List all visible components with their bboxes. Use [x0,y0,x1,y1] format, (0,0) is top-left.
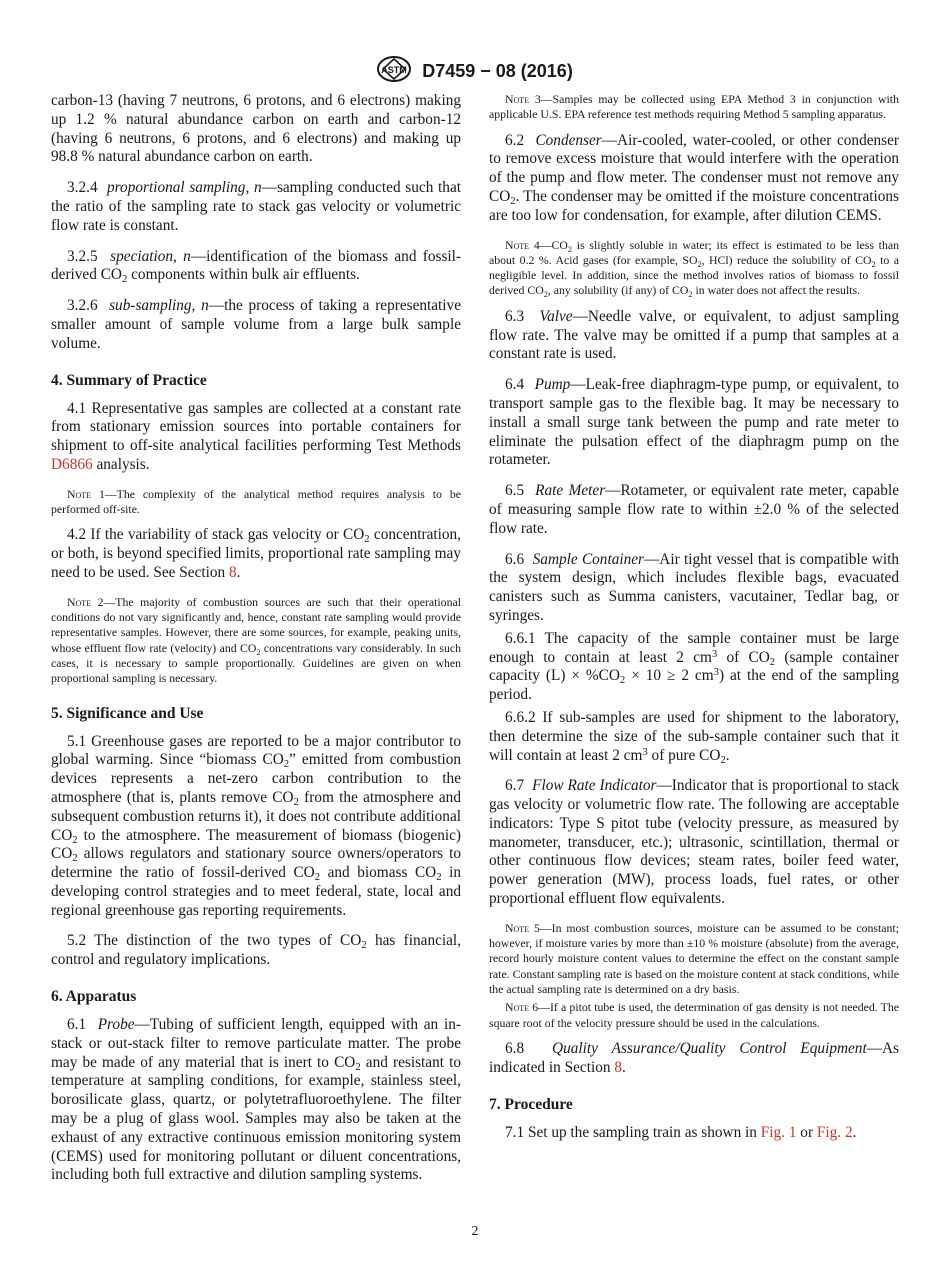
paragraph-4-1: 4.1 Representative gas samples are collected at a constant rate from stationary emission sources into portable containers for shipment to off-site analytical facilities performing Test Methods D6866 analysis. [51,399,461,473]
link-section-8[interactable]: 8 [614,1058,622,1076]
section-5-heading: 5. Significance and Use [51,704,204,722]
paragraph-6-6: 6.6 Sample Container—Air tight vessel that is compatible with the system design, which includes flexible bags, evacuated canisters such as Summa canisters, vacutainer, Tedlar bag, or syringes. [489,550,899,624]
svg-text:ASTM: ASTM [381,65,407,75]
standard-designation: D7459 − 08 (2016) [422,61,573,81]
paragraph-7-1: 7.1 Set up the sampling train as shown in Fig. 1 or Fig. 2. [505,1123,857,1141]
paragraph-6-1: 6.1 Probe—Tubing of sufficient length, equipped with an in-stack or out-stack filter to remove particulate matter. The probe may be made of any material that is inert to $CO_2$ and resistant to temperature at sampling conditions, for example, stainless steel, borosilicate glass, quartz, or polytetrafluoroethylene. The filter may be a plug of glass wool. Samples may also be taken at the exhaust of any extractive continuous emission monitoring system (CEMS) used for monitoring pollutant or diluent concentrations, including both full extractive and dilution sampling systems. [51,1016,461,1184]
section-6-heading: 6. Apparatus [51,988,137,1006]
paragraph-6-4: 6.4 Pump—Leak-free diaphragm-type pump, or equivalent, to transport sample gas to the flexible bag. It may be necessary to install a small surge tank between the pump and rate meter to eliminate the pulsation effect of the diaphragm pump on the rotameter. [489,376,899,469]
section-4-heading: 4. Summary of Practice [51,371,207,389]
paragraph-6-8: 6.8 Quality Assurance/Quality Control Equipment—As indicated in Section 8. [489,1039,899,1076]
note-6: Note 6—If a pitot tube is used, the determination of gas density is not needed. The square root of the velocity pressure should be used in the calculations. [489,1000,899,1030]
link-fig-2[interactable]: Fig. 2 [816,1123,853,1141]
paragraph-6-3: 6.3 Valve—Needle valve, or equivalent, to adjust sampling flow rate. The valve may be omitted if a pump that samples at a constant rate is used. [489,307,899,363]
note-1: Note 1—The complexity of the analytical method requires analysis to be performed off-site. [51,486,461,517]
paragraph-3-2-6: 3.2.6 sub-sampling, n—the process of taking a representative smaller amount of sample volume from a large bulk sample volume. [51,297,461,352]
paragraph-3-2-4: 3.2.4 proportional sampling, n—sampling conducted such that the ratio of the sampling rate to stack gas velocity or volumetric flow rate is constant. [51,179,461,234]
paragraph-6-6-2: 6.6.2 If sub-samples are used for shipment to the laboratory, then determine the size of the sub-sample container such that it will contain at least 2 $cm^3$ of pure $CO_2$. [489,708,899,766]
astm-logo [377,56,411,87]
link-fig-1[interactable]: Fig. 1 [760,1123,797,1141]
link-section-8[interactable]: 8 [229,563,237,581]
paragraph-carbon: carbon-13 (having 7 neutrons, 6 protons, and 6 electrons) making up 1.2 % natural abundance carbon on earth and carbon-12 (having 6 neutrons, 6 protons, and 6 electrons) and making up 98.8 % natural abundance carbon on earth. [51,92,461,166]
paragraph-5-1: 5.1 Greenhouse gases are reported to be a major contributor to global warming. Since “biomass $CO_2$” emitted from combustion devices represents a net-zero carbon contribution to the atmosphere (that is, plants remove $CO_2$ from the atmosphere and subsequent combustion returns it), it does not contribute additional $CO_2$ to the atmosphere. The measurement of biomass (biogenic) $CO_2$ allows regulators and stationary source owners/operators to determine the ratio of fossil-derived $CO_2$ and biomass $CO_2$ in developing control strategies and to meet federal, state, local and regional greenhouse gas reporting requirements. [51,732,462,919]
right-column [489,92,899,1154]
note-2: Note 2—The majority of combustion sources are such that their operational conditions do not vary significantly and, hence, constant rate sampling would provide representative samples. However, there are some sources, for example, peaking units, whose effluent flow rate (velocity) and $CO_2$ concentrations vary considerably. In such cases, it is necessary to sample proportionally. Guidelines are given on when proportional sampling is necessary. [51,594,462,686]
paragraph-6-2: 6.2 Condenser—Air-cooled, water-cooled, or other condenser to remove excess moisture that would interfere with the operation of the pump and flow meter. The condenser must not remove any $CO_2$. The condenser may be omitted if the moisture concentrations are too low for condensation, for example, after dilution CEMS. [489,131,899,224]
paragraph-3-2-5: 3.2.5 speciation, n—identification of the biomass and fossil-derived $CO_2$ components within bulk air effluents. [51,247,461,286]
section-7-heading: 7. Procedure [489,1095,573,1113]
left-column [51,92,461,1197]
paragraph-6-5: 6.5 Rate Meter—Rotameter, or equivalent rate meter, capable of measuring sample flow rate to within ±2.0 % of the selected flow rate. [489,482,899,537]
link-d6866[interactable]: D6866 [51,455,93,473]
note-3: Note 3—Samples may be collected using EPA Method 3 in conjunction with applicable U.S. EPA reference test methods requiring Method 5 sampling apparatus. [489,92,899,122]
paragraph-5-2: 5.2 The distinction of the two types of $CO_2$ has financial, control and regulatory implications. [51,932,462,969]
page-header [0,56,950,87]
note-5: Note 5—In most combustion sources, moisture can be assumed to be constant; however, if moisture varies by more than ±10 % moisture (absolute) from the average, record hourly moisture content values to determine the effect on the constant sample rate. Constant sampling rate is based on the moisture content at stack conditions, while the actual sampling rate is determined on a dry basis. [489,920,899,997]
note-4: Note $4—CO_2$ is slightly soluble in water; its effect is estimated to be less than about 0.2 %. Acid gases (for example, $SO_2$, HCl) reduce the solubility of $CO_2$ to a negligible level. In addition, since the method involves ratios of biomass to fossil derived $CO_2$, any solubility (if any) of $CO_2$ in water does not affect the results. [489,237,900,300]
page-number: 2 [471,1224,479,1239]
paragraph-4-2: 4.2 If the variability of stack gas velocity or $CO_2$ concentration, or both, is beyond specified limits, proportional rate sampling may need to be used. See Section 8. [51,526,461,581]
paragraph-6-7: 6.7 Flow Rate Indicator—Indicator that is proportional to stack gas velocity or volumetric flow rate. The following are acceptable indicators: Type S pitot tube (velocity pressure, as measured by manometer, transducer, etc.); ultrasonic, scintillation, thermal or other continuous flow devices; steam rates, boiler feed water, power generation (MW), process loads, fuel rates, or other proportional effluent flow equivalents. [489,777,900,908]
paragraph-6-6-1: 6.6.1 The capacity of the sample container must be large enough to contain at least 2 $cm^3$ of $CO_2$ (sample container capacity $(L) \times \%CO_2 \times 10 \ge 2$ $cm^3$) at the end of the sampling period. [489,629,899,704]
